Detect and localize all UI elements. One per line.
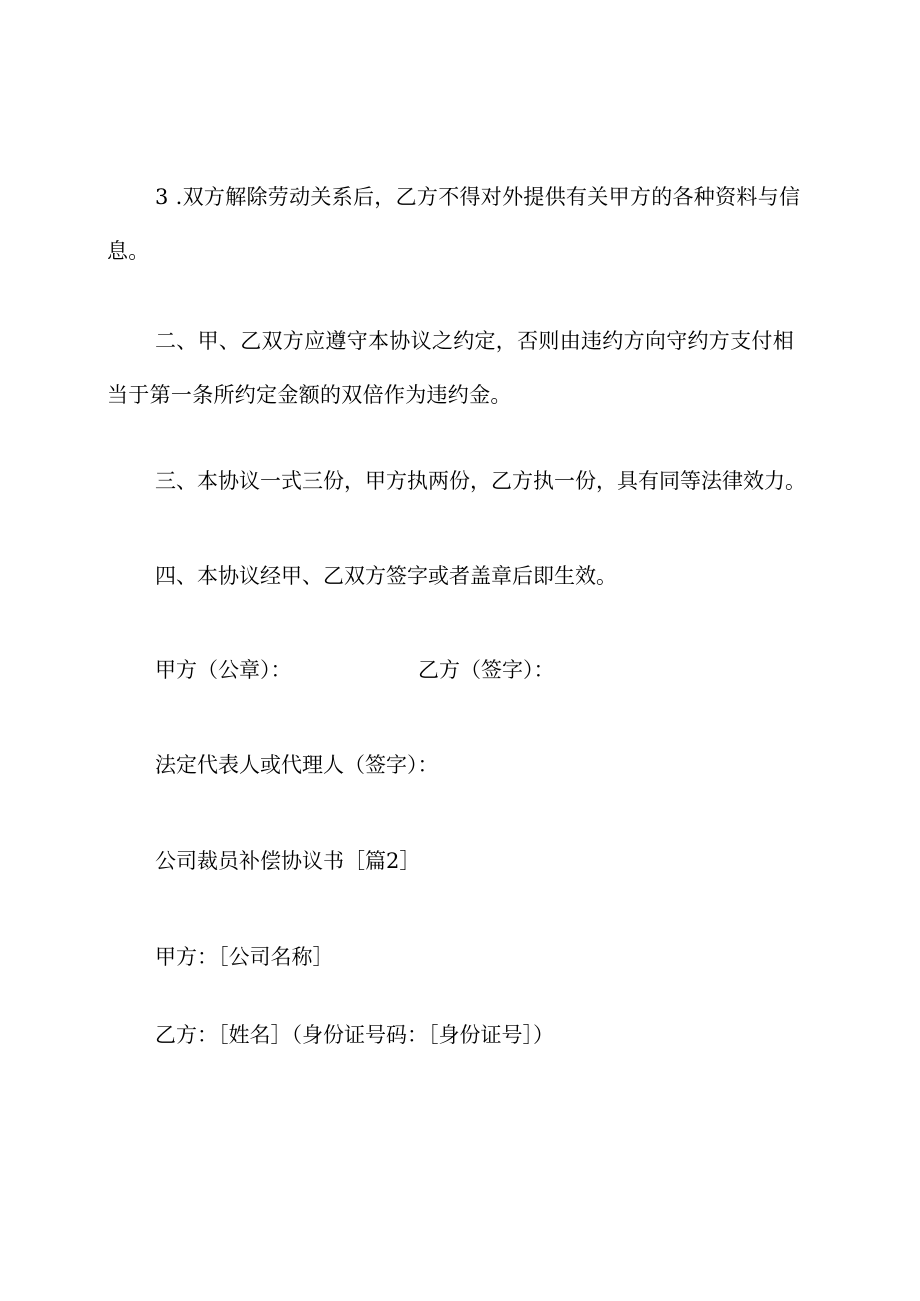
legal-representative-label: 法定代表人或代理人（签字）： — [155, 753, 439, 777]
party-b-sign-label: 乙方（签字）： — [418, 658, 555, 682]
party-a-name-line: 甲方：［公司名称］ — [155, 945, 334, 969]
clause-three-paragraph: 三、本协议一式三份，甲方执两份，乙方执一份，具有同等法律效力。 — [155, 469, 806, 493]
party-a-seal-label: 甲方（公章）： — [155, 658, 292, 682]
party-b-name-line: 乙方：［姓名］（身份证号码：［身份证号］） — [155, 1023, 554, 1047]
clause-two-paragraph: 二、甲、乙双方应遵守本协议之约定，否则由违约方向守约方支付相当于第一条所约定金额的双倍作为违约金。 — [107, 329, 794, 407]
clause-four-paragraph: 四、本协议经甲、乙双方签字或者盖章后即生效。 — [155, 564, 617, 588]
clause-3-paragraph: 3 .双方解除劳动关系后，乙方不得对外提供有关甲方的各种资料与信息。 — [107, 185, 801, 263]
section-title: 公司裁员补偿协议书［篇2］ — [155, 849, 421, 873]
